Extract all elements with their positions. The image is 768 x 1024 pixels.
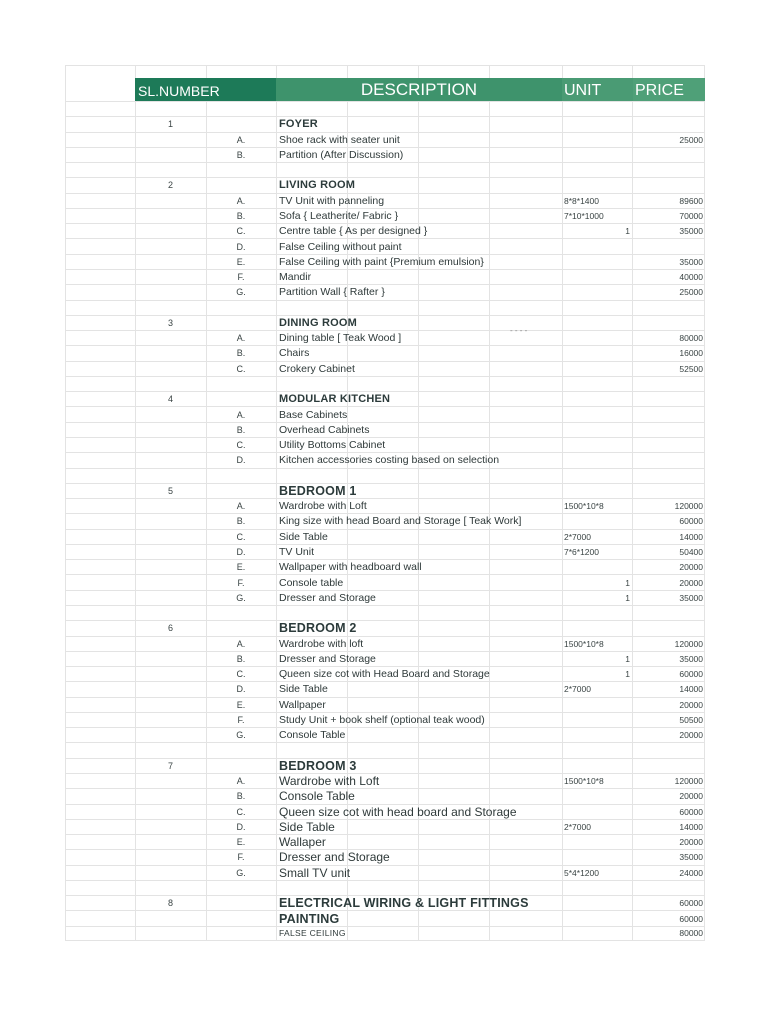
description-cell: PAINTING	[279, 911, 340, 926]
item-letter-cell: E.	[236, 837, 246, 848]
price-cell: 120000	[674, 501, 703, 512]
empty-row	[65, 162, 705, 177]
item-letter-cell: F.	[237, 852, 245, 863]
table-row	[65, 727, 705, 742]
item-letter-cell: D.	[236, 684, 246, 695]
item-letter-cell: A.	[236, 638, 246, 649]
table-row	[65, 437, 705, 452]
sl-number-cell: 2	[167, 180, 173, 191]
table-row	[65, 636, 705, 651]
price-cell: 35000	[679, 592, 703, 603]
description-cell: LIVING ROOM	[279, 179, 356, 192]
price-cell: 35000	[679, 852, 703, 863]
price-cell: 120000	[674, 776, 703, 787]
section-row	[65, 116, 705, 131]
unit-cell: 1500*10*8	[564, 776, 604, 787]
description-cell: Partition Wall { Rafter }	[279, 286, 385, 299]
price-cell: 24000	[679, 867, 703, 878]
table-row	[65, 788, 705, 803]
table-row	[65, 529, 705, 544]
item-letter-cell: B.	[236, 211, 246, 222]
item-letter-cell: C.	[236, 531, 246, 542]
description-cell: Study Unit + book shelf (optional teak wood)	[279, 714, 485, 727]
table-row	[65, 422, 705, 437]
table-row	[65, 345, 705, 360]
item-letter-cell: G.	[236, 287, 246, 298]
price-cell: 52500	[679, 363, 703, 374]
item-letter-cell: B.	[236, 424, 246, 435]
description-cell: Small TV unit	[279, 865, 351, 880]
item-letter-cell: E.	[236, 256, 246, 267]
table-row	[65, 284, 705, 299]
description-cell: Side Table	[279, 683, 328, 696]
price-cell: 25000	[679, 287, 703, 298]
sl-number-cell: 3	[167, 317, 173, 328]
table-row	[65, 559, 705, 574]
table-row	[65, 849, 705, 864]
price-cell: 80000	[679, 333, 703, 344]
unit-cell: 2*7000	[564, 684, 591, 695]
description-cell: Console Table	[279, 789, 355, 804]
table-row	[65, 513, 705, 528]
table-row	[65, 498, 705, 513]
header-price: PRICE	[633, 78, 705, 101]
quantity-cell: 1	[625, 577, 630, 588]
section-row	[65, 895, 705, 910]
unit-cell: 7*10*1000	[564, 211, 604, 222]
unit-cell: 2*7000	[564, 531, 591, 542]
item-letter-cell: A.	[236, 409, 246, 420]
item-letter-cell: B.	[236, 791, 246, 802]
table-row	[65, 590, 705, 605]
item-letter-cell: C.	[236, 226, 246, 237]
description-cell: Side Table	[279, 530, 328, 543]
section-row	[65, 177, 705, 192]
description-cell: Centre table { As per designed }	[279, 225, 428, 238]
price-cell: 70000	[679, 211, 703, 222]
table-row	[65, 132, 705, 147]
price-cell: 14000	[679, 531, 703, 542]
table-row	[65, 193, 705, 208]
price-cell: 14000	[679, 821, 703, 832]
table-row	[65, 544, 705, 559]
description-cell: Crokery Cabinet	[279, 362, 355, 375]
table-row	[65, 574, 705, 589]
unit-cell: 1500*10*8	[564, 501, 604, 512]
description-cell: TV Unit	[279, 546, 315, 559]
description-cell: Wardrobe with loft	[279, 637, 364, 650]
description-cell: Wallpaper	[279, 698, 326, 711]
price-cell: 50500	[679, 715, 703, 726]
price-cell: 35000	[679, 256, 703, 267]
item-letter-cell: D.	[236, 547, 246, 558]
price-cell: 16000	[679, 348, 703, 359]
item-letter-cell: F.	[237, 715, 245, 726]
table-row	[65, 712, 705, 727]
table-row	[65, 926, 705, 941]
item-letter-cell: G.	[236, 592, 246, 603]
table-row	[65, 269, 705, 284]
empty-row	[65, 65, 705, 78]
description-cell: Wallaper	[279, 835, 326, 850]
price-cell: 60000	[679, 898, 703, 909]
table-row	[65, 147, 705, 162]
item-letter-cell: C.	[236, 440, 246, 451]
empty-row	[65, 742, 705, 757]
section-row	[65, 483, 705, 498]
description-cell: Kitchen accessories costing based on selection	[279, 454, 500, 467]
empty-row	[65, 300, 705, 315]
item-letter-cell: C.	[236, 806, 246, 817]
price-cell: 60000	[679, 516, 703, 527]
table-row	[65, 223, 705, 238]
table-row	[65, 773, 705, 788]
section-row	[65, 910, 705, 925]
price-cell: 20000	[679, 791, 703, 802]
header-sl-number: SL.NUMBER	[135, 78, 276, 101]
unit-cell: 5*4*1200	[564, 867, 599, 878]
table-row	[65, 666, 705, 681]
price-cell: 40000	[679, 272, 703, 283]
table-row	[65, 254, 705, 269]
table-row	[65, 804, 705, 819]
empty-row	[65, 101, 705, 116]
header-unit: UNIT	[562, 78, 633, 101]
table-row	[65, 238, 705, 253]
description-cell: MODULAR KITCHEN	[279, 393, 391, 406]
price-cell: 60000	[679, 669, 703, 680]
price-cell: 89600	[679, 195, 703, 206]
price-cell: 20000	[679, 577, 703, 588]
item-letter-cell: D.	[236, 821, 246, 832]
item-letter-cell: D.	[236, 455, 246, 466]
description-cell: Queen size cot with Head Board and Storage	[279, 668, 490, 681]
item-letter-cell: A.	[236, 134, 246, 145]
item-letter-cell: A.	[236, 501, 246, 512]
section-row	[65, 758, 705, 773]
sl-number-cell: 6	[167, 623, 173, 634]
description-cell: Base Cabinets	[279, 408, 348, 421]
table-row	[65, 406, 705, 421]
item-letter-cell: E.	[236, 562, 246, 573]
description-cell: Wardrobe with Loft	[279, 774, 380, 789]
header-description: DESCRIPTION	[276, 78, 562, 101]
price-cell: 80000	[679, 928, 703, 939]
price-cell: 50400	[679, 547, 703, 558]
item-letter-cell: G.	[236, 730, 246, 741]
item-letter-cell: E.	[236, 699, 246, 710]
sl-number-cell: 4	[167, 394, 173, 405]
table-row	[65, 819, 705, 834]
description-cell: BEDROOM 2	[279, 621, 357, 636]
description-cell: Wardrobe with Loft	[279, 500, 367, 513]
table-header	[135, 78, 705, 101]
price-cell: 25000	[679, 134, 703, 145]
description-cell: Overhead Cabinets	[279, 423, 370, 436]
description-cell: BEDROOM 1	[279, 483, 357, 498]
section-row	[65, 620, 705, 635]
unit-cell: 1500*10*8	[564, 638, 604, 649]
price-cell: 60000	[679, 806, 703, 817]
description-cell: Shoe rack with seater unit	[279, 133, 400, 146]
description-cell: Dresser and Storage	[279, 850, 390, 865]
quantity-cell: 1	[625, 653, 630, 664]
sl-number-cell: 5	[167, 485, 173, 496]
spreadsheet	[65, 65, 705, 941]
sl-number-cell: 1	[167, 119, 173, 130]
description-cell: Dresser and Storage	[279, 652, 376, 665]
empty-row	[65, 376, 705, 391]
price-cell: 60000	[679, 913, 703, 924]
description-cell: FALSE CEILING	[279, 928, 346, 939]
description-cell: Queen size cot with head board and Storage	[279, 804, 517, 819]
description-cell: False Ceiling without paint	[279, 240, 402, 253]
description-cell: Partition (After Discussion)	[279, 148, 404, 161]
quantity-cell: 1	[625, 592, 630, 603]
description-cell: King size with head Board and Storage [ Teak Work]	[279, 515, 522, 528]
item-letter-cell: A.	[236, 776, 246, 787]
quantity-cell: 1	[625, 226, 630, 237]
table-row	[65, 208, 705, 223]
empty-row	[65, 468, 705, 483]
table-row	[65, 452, 705, 467]
description-cell: Dining table [ Teak Wood ]	[279, 332, 402, 345]
item-letter-cell: B.	[236, 516, 246, 527]
item-letter-cell: C.	[236, 669, 246, 680]
sl-number-cell: 7	[167, 760, 173, 771]
description-cell: Utility Bottoms Cabinet	[279, 439, 386, 452]
table-row	[65, 865, 705, 880]
description-cell: Wallpaper with headboard wall	[279, 561, 422, 574]
table-row	[65, 361, 705, 376]
description-cell: DINING ROOM	[279, 316, 357, 329]
table-row	[65, 330, 705, 345]
item-letter-cell: B.	[236, 653, 246, 664]
table-row	[65, 651, 705, 666]
item-letter-cell: F.	[237, 577, 245, 588]
price-cell: 20000	[679, 730, 703, 741]
table-row	[65, 834, 705, 849]
item-letter-cell: A.	[236, 195, 246, 206]
price-cell: 14000	[679, 684, 703, 695]
item-letter-cell: C.	[236, 363, 246, 374]
unit-cell: 2*7000	[564, 821, 591, 832]
item-letter-cell: D.	[236, 241, 246, 252]
price-cell: 35000	[679, 653, 703, 664]
table-row	[65, 697, 705, 712]
item-letter-cell: B.	[236, 348, 246, 359]
description-cell: False Ceiling with paint {Premium emulsion}	[279, 255, 484, 268]
price-cell: 35000	[679, 226, 703, 237]
price-cell: 20000	[679, 699, 703, 710]
description-cell: BEDROOM 3	[279, 758, 357, 773]
empty-row	[65, 880, 705, 895]
section-row	[65, 315, 705, 330]
quantity-cell: 1	[625, 669, 630, 680]
section-row	[65, 391, 705, 406]
description-cell: Side Table	[279, 819, 335, 834]
description-cell: FOYER	[279, 118, 318, 131]
price-cell: 20000	[679, 562, 703, 573]
item-letter-cell: A.	[236, 333, 246, 344]
empty-row	[65, 605, 705, 620]
table-row	[65, 681, 705, 696]
description-cell: Sofa { Leatherite/ Fabric }	[279, 210, 399, 223]
price-cell: 20000	[679, 837, 703, 848]
faint-mark: - - - -	[510, 326, 528, 335]
description-cell: Console Table	[279, 729, 346, 742]
description-cell: Dresser and Storage	[279, 591, 376, 604]
description-cell: Console table	[279, 576, 344, 589]
unit-cell: 8*8*1400	[564, 195, 599, 206]
item-letter-cell: F.	[237, 272, 245, 283]
item-letter-cell: G.	[236, 867, 246, 878]
description-cell: Mandir	[279, 271, 312, 284]
unit-cell: 7*6*1200	[564, 547, 599, 558]
description-cell: ELECTRICAL WIRING & LIGHT FITTINGS	[279, 896, 529, 911]
price-cell: 120000	[674, 638, 703, 649]
item-letter-cell: B.	[236, 149, 246, 160]
sl-number-cell: 8	[167, 898, 173, 909]
description-cell: TV Unit with panneling	[279, 194, 385, 207]
description-cell: Chairs	[279, 347, 310, 360]
